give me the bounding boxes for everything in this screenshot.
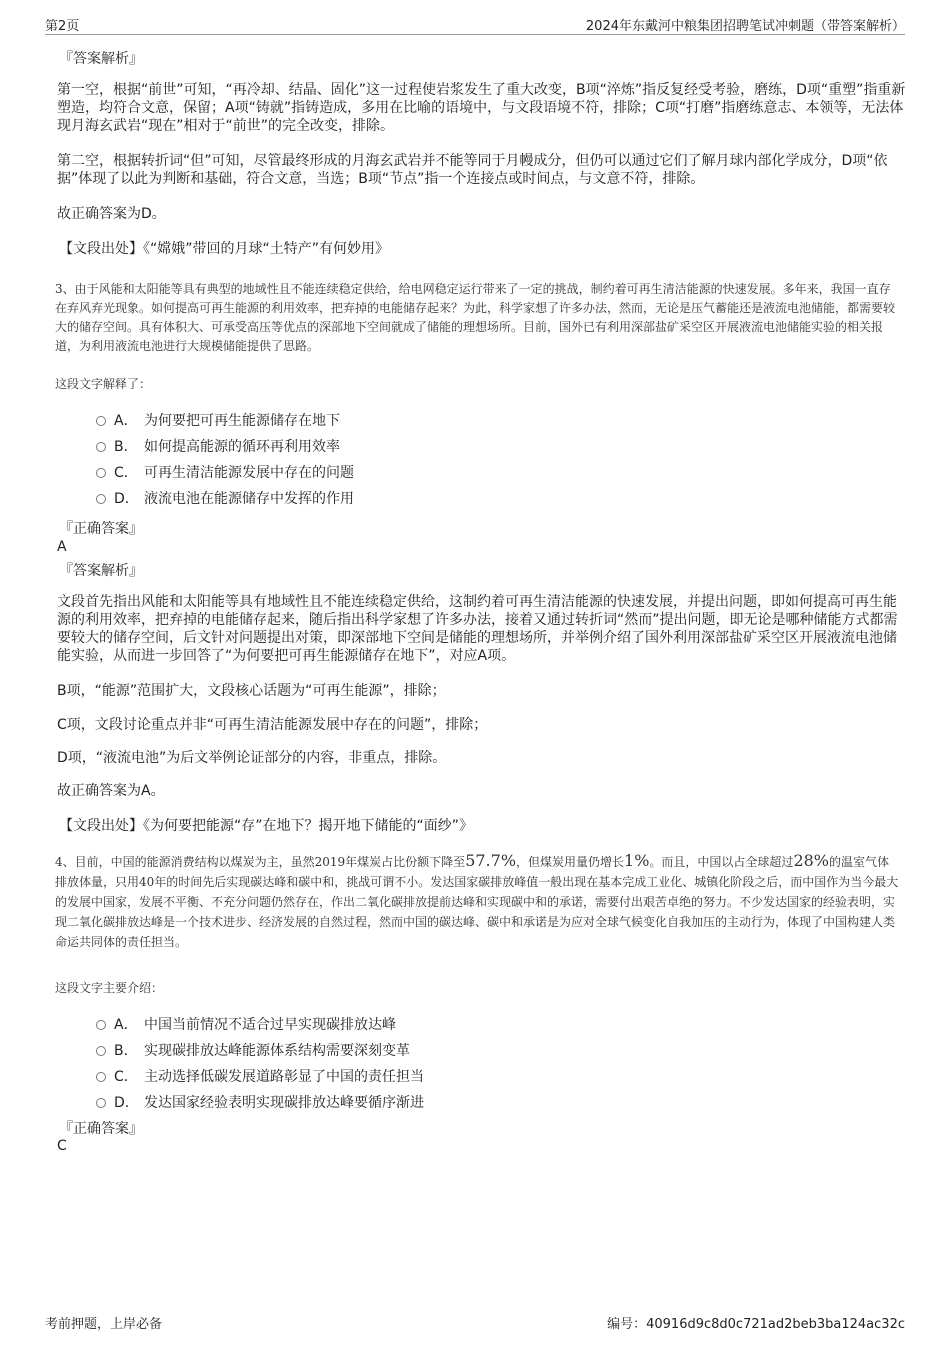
q4-value-emission-share: 28% [793,851,829,870]
page-header [45,14,905,35]
q4-question-text: 4、目前，中国的能源消费结构以煤炭为主，虽然2019年煤炭占比份额下降至57.7%，但煤炭用量仍增长1%。而且，中国以占全球超过28%的温室气体排放体量，只用40年的时间先后实现碳达峰和碳中和，挑战可谓不小。发达国家碳排放峰值一般出现在基本完成工业化、城镇化阶段之后，而中国作为当今最大的发展中国家，发展不平衡、不充分问题仍然存在，作出二氧化碳排放提前达峰和实现碳中和的承诺，需要付出艰苦卓绝的努力。不少发达国家的经验表明，实现二氧化碳排放达峰是一个技术进步、经济发展的自然过程，然而中国的碳达峰、碳中和承诺是为应对全球气候变化自我加压的主动行为，体现了中国构建人类命运共同体的责任担当。 [55,851,899,949]
page-number: 第2页 [45,19,80,34]
q3-analysis-paragraph-4: D项，“液流电池”为后文举例论证部分的内容，非重点，排除。 [57,750,447,766]
document-title: 2024年东戴河中粮集团招聘笔试冲刺题（带答案解析） [585,19,905,34]
radio-icon[interactable] [96,468,106,478]
q3-analysis-label: 『答案解析』 [59,563,143,579]
q3-analysis-paragraph-2: B项，“能源”范围扩大，文段核心话题为“可再生能源”，排除； [57,683,446,699]
q2-conclusion: 故正确答案为D。 [57,206,166,222]
q2-source: 【文段出处】《“嫦娥”带回的月球“土特产”有何妙用》 [59,241,390,257]
q2-analysis-label: 『答案解析』 [59,51,143,67]
q3-answer: A [57,539,67,555]
document-id: 编号：40916d9c8d0c721ad2beb3ba124ac32c [607,1317,905,1332]
radio-icon[interactable] [96,1098,106,1108]
q3-analysis-paragraph-3: C项，文段讨论重点并非“可再生清洁能源发展中存在的问题”，排除； [57,717,488,733]
radio-icon[interactable] [96,1020,106,1030]
q4-answer-label: 『正确答案』 [59,1121,143,1137]
q4-prompt: 这段文字主要介绍： [55,981,164,995]
q4-value-coal-growth: 1% [624,851,650,870]
q3-answer-label: 『正确答案』 [59,521,143,537]
q3-analysis-paragraph-1: 文段首先指出风能和太阳能等具有地域性且不能连续稳定供给，这制约着可再生清洁能源的快速发展，并提出问题，即如何提高可再生能源的利用效率，把弃掉的电能储存起来，随后指出科学家想了许多办法，接着又通过转折词“然而”提出问题，即无论是哪种储能方式都需要较大的储存空间，后文针对问题提出对策，即深部地下空间是储能的理想场所，并举例介绍了国外利用深部盐矿采空区开展液流电池储能实验，从而进一步回答了“为何要把可再生能源储存在地下”，对应A项。 [57,594,898,664]
radio-icon[interactable] [96,1072,106,1082]
q3-prompt: 这段文字解释了： [55,377,152,391]
radio-icon[interactable] [96,416,106,426]
radio-icon[interactable] [96,494,106,504]
q3-source: 【文段出处】《为何要把能源“存”在地下？揭开地下储能的“面纱”》 [59,818,474,834]
page-footer [45,1313,905,1333]
q4-value-coal-share: 57.7% [465,851,517,870]
radio-icon[interactable] [96,442,106,452]
q3-question-text: 3、由于风能和太阳能等具有典型的地域性且不能连续稳定供给，给电网稳定运行带来了一定的挑战，制约着可再生清洁能源的快速发展。多年来，我国一直存在弃风弃光现象。如何提高可再生能源的利用效率，把弃掉的电能储存起来？为此，科学家想了许多办法，然而，无论是压气蓄能还是液流电池储能，都需要较大的储存空间。具有体积大、可承受高压等优点的深部地下空间就成了储能的理想场所。目前，国外已有利用深部盐矿采空区开展液流电池储能实验的相关报道，为利用液流电池进行大规模储能提供了思路。 [55,282,896,353]
radio-icon[interactable] [96,1046,106,1056]
q3-conclusion: 故正确答案为A。 [57,783,165,799]
q4-answer: C [57,1138,67,1154]
q2-analysis-paragraph-1: 第一空，根据“前世”可知，“再冷却、结晶、固化”这一过程使岩浆发生了重大改变，B项“淬炼”指反复经受考验，磨练，D项“重塑”指重新塑造，均符合文意，保留；A项“铸就”指铸造成，多用在比喻的语境中，与文段语境不符，排除；C项“打磨”指磨练意志、本领等，无法体现月海玄武岩“现在”相对于“前世”的完全改变，排除。 [57,82,906,134]
footer-slogan: 考前押题，上岸必备 [45,1317,163,1332]
q2-analysis-paragraph-2: 第二空，根据转折词“但”可知，尽管最终形成的月海玄武岩并不能等同于月幔成分，但仍可以通过它们了解月球内部化学成分，D项“依据”体现了以此为判断和基础，符合文意，当选；B项“节点”指一个连接点或时间点，与文意不符，排除。 [57,153,888,187]
